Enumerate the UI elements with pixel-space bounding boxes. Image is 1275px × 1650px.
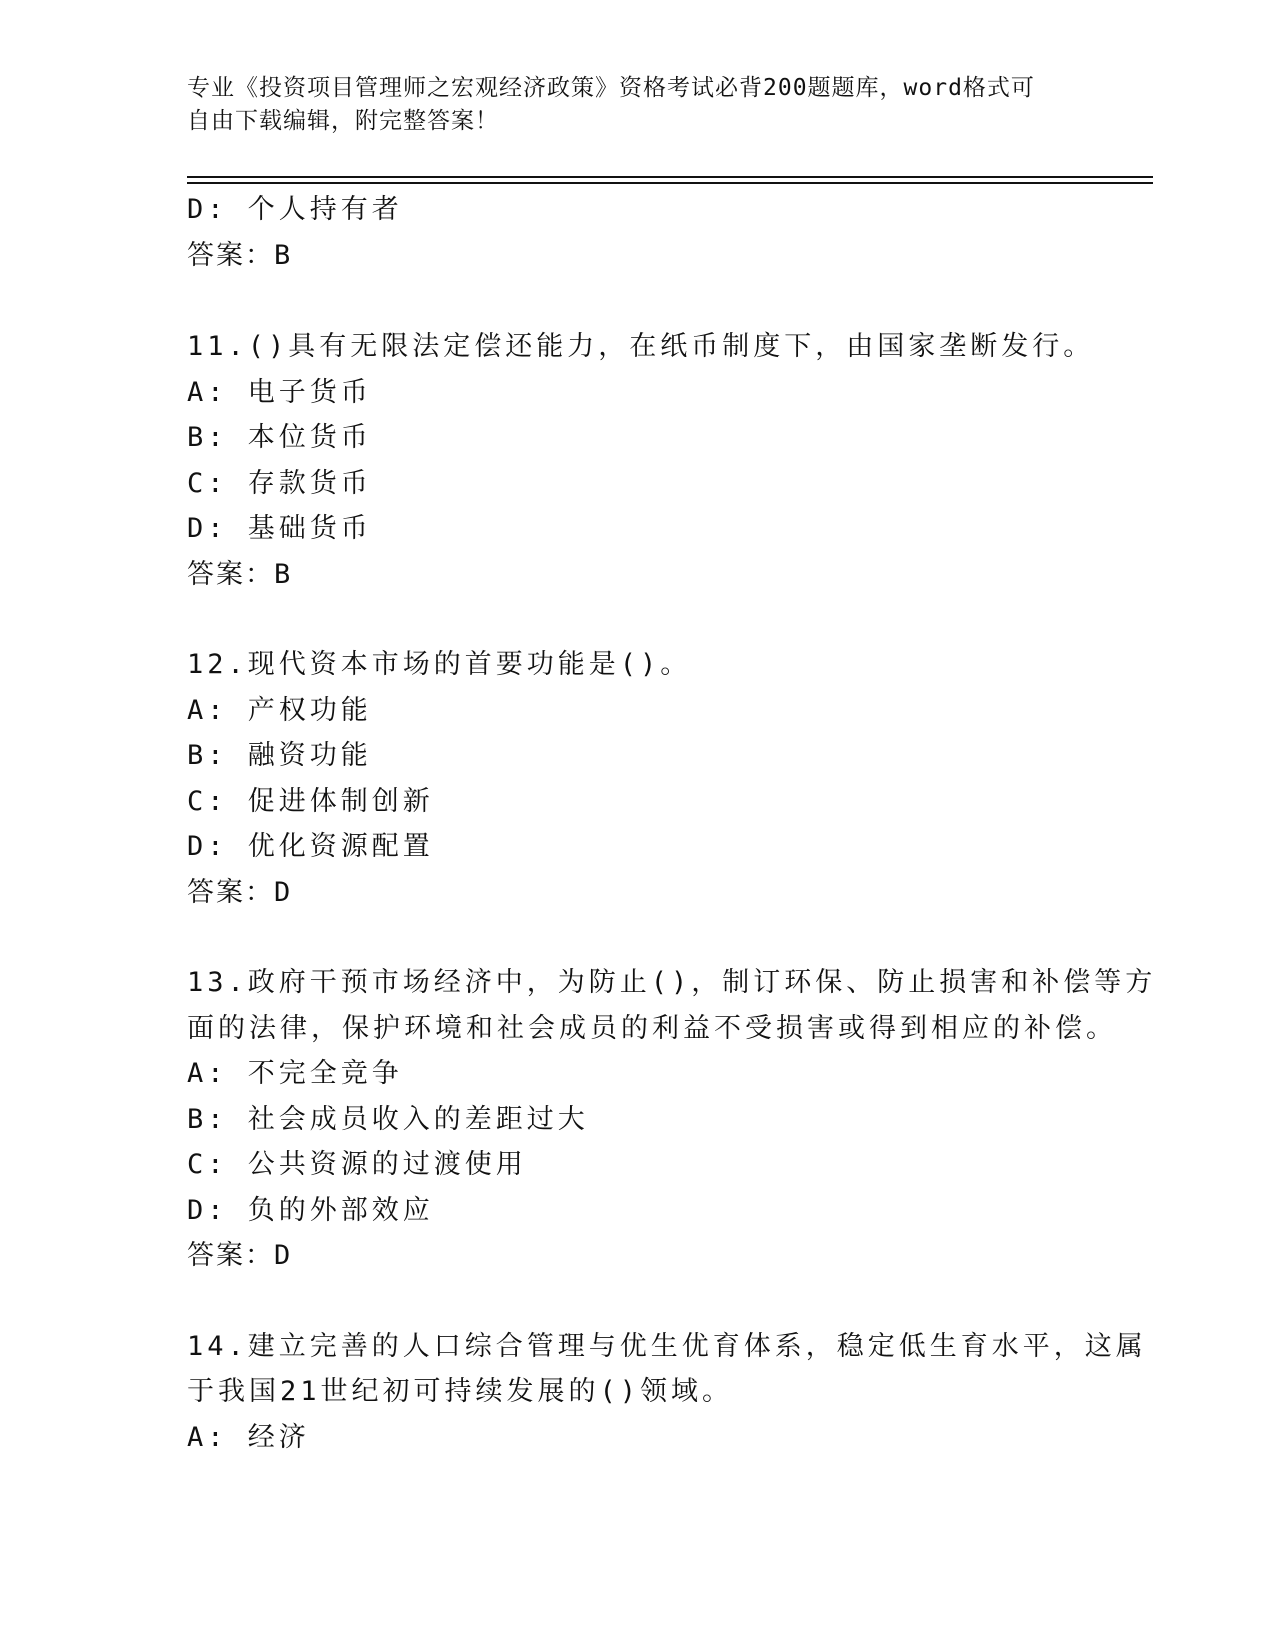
header-line-1: 专业《投资项目管理师之宏观经济政策》资格考试必背200题题库，word格式可 bbox=[187, 75, 1035, 101]
option-a: A: 产权功能 bbox=[187, 694, 372, 726]
question-block-11 bbox=[187, 324, 1095, 597]
header-rule-top bbox=[187, 176, 1153, 178]
question-text-line-2: 面的法律，保护环境和社会成员的利益不受损害或得到相应的补偿。 bbox=[187, 1012, 1117, 1044]
answer-line: 答案：D bbox=[187, 1240, 293, 1271]
option-c: C: 存款货币 bbox=[187, 467, 372, 499]
question-text: 11.()具有无限法定偿还能力，在纸币制度下，由国家垄断发行。 bbox=[187, 331, 1095, 362]
option-d: D: 个人持有者 bbox=[187, 194, 403, 225]
option-a: A: 经济 bbox=[187, 1421, 310, 1453]
option-b: B: 融资功能 bbox=[187, 740, 372, 771]
option-a: A: 电子货币 bbox=[187, 376, 372, 408]
document-header bbox=[187, 72, 1067, 138]
question-text: 12.现代资本市场的首要功能是()。 bbox=[187, 649, 692, 680]
option-c: C: 公共资源的过渡使用 bbox=[187, 1149, 527, 1180]
option-d: D: 优化资源配置 bbox=[187, 831, 434, 862]
option-d: D: 基础货币 bbox=[187, 513, 372, 544]
question-block-12 bbox=[187, 642, 1087, 915]
question-block-13 bbox=[187, 960, 1157, 1279]
question-text-line-2: 于我国21世纪初可持续发展的()领域。 bbox=[187, 1376, 734, 1407]
header-line-2: 自由下载编辑，附完整答案！ bbox=[187, 108, 499, 134]
answer-line: 答案：B bbox=[187, 558, 293, 590]
option-a: A: 不完全竞争 bbox=[187, 1058, 403, 1089]
question-content bbox=[187, 187, 1157, 1460]
question-block-14 bbox=[187, 1324, 1147, 1461]
option-b: B: 社会成员收入的差距过大 bbox=[187, 1103, 589, 1135]
question-text-line-1: 14.建立完善的人口综合管理与优生优育体系，稳定低生育水平，这属 bbox=[187, 1330, 1147, 1362]
header-rule-bottom bbox=[187, 182, 1153, 184]
option-c: C: 促进体制创新 bbox=[187, 785, 434, 817]
option-b: B: 本位货币 bbox=[187, 422, 372, 453]
answer-line: 答案：D bbox=[187, 876, 293, 908]
option-d: D: 负的外部效应 bbox=[187, 1194, 434, 1226]
question-text-line-1: 13.政府干预市场经济中，为防止()，制订环保、防止损害和补偿等方 bbox=[187, 967, 1157, 998]
answer-line: 答案：B bbox=[187, 239, 293, 271]
